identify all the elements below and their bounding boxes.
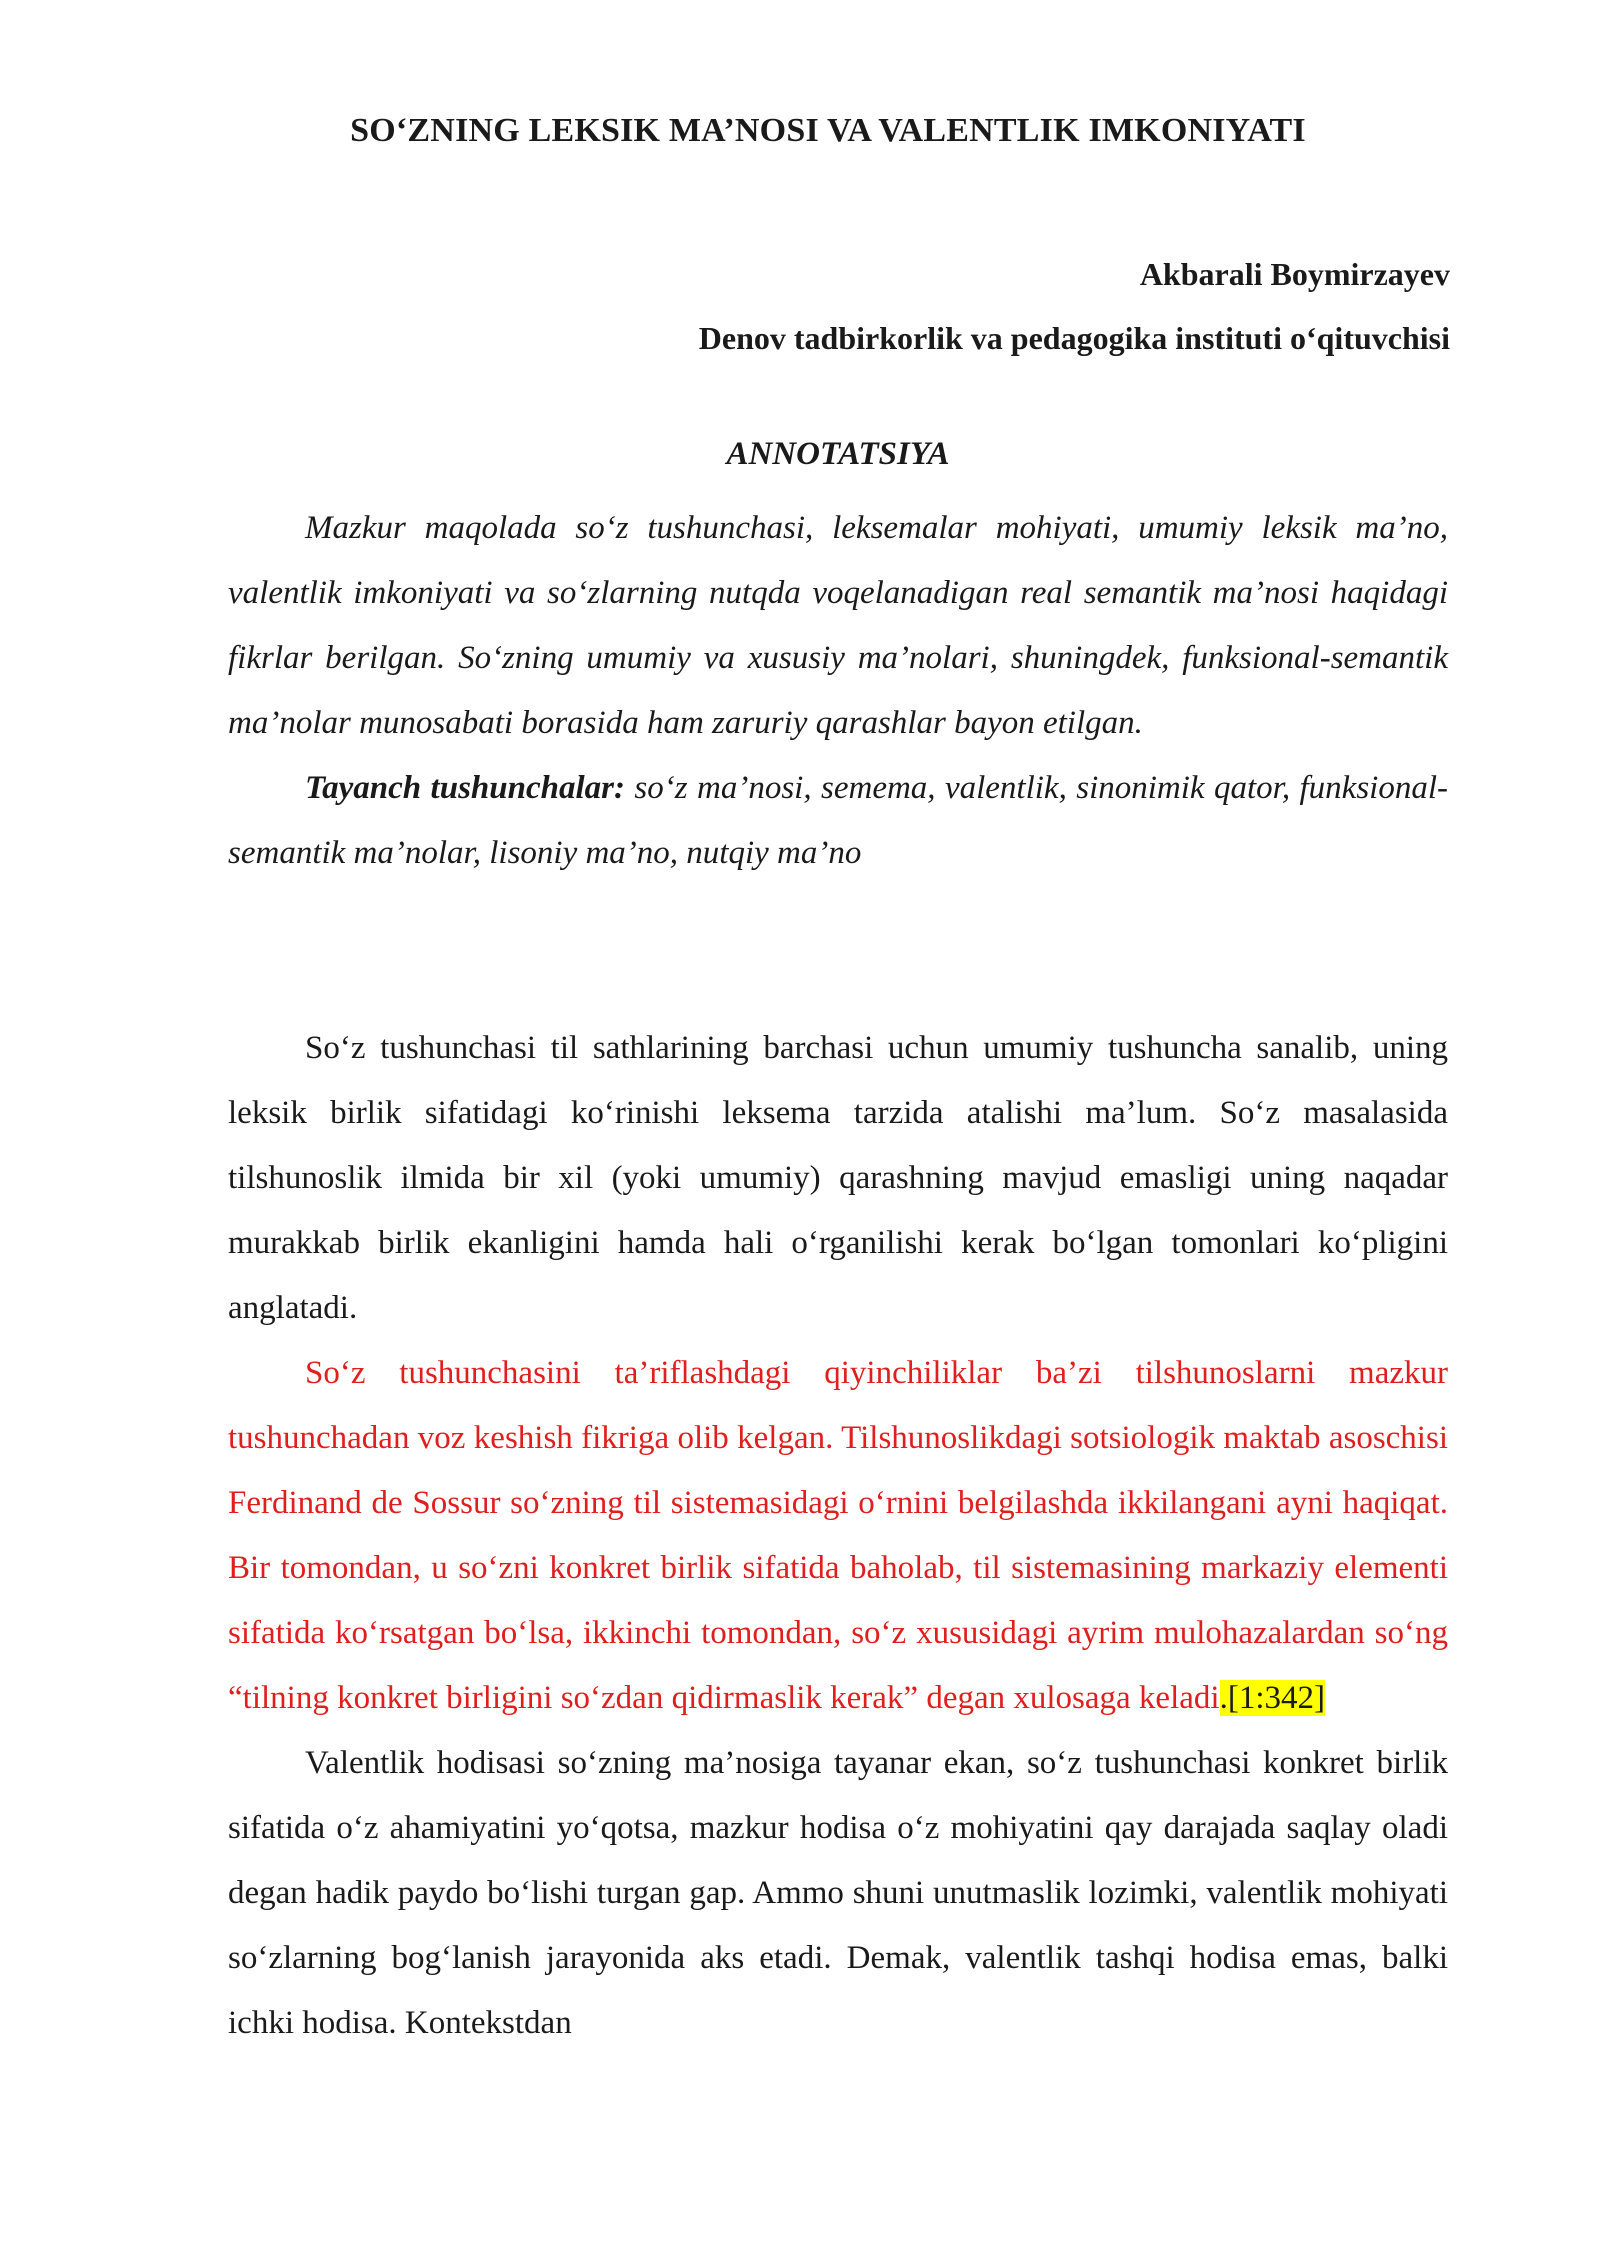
- author-name: Akbarali Boymirzayev: [1139, 256, 1450, 292]
- paragraph-3: Valentlik hodisasi so‘zning ma’nosiga tayanar ekan, so‘z tushunchasi konkret birlik sifatida o‘z ahamiyatini yo‘qotsa, mazkur hodisa o‘z mohiyatini qay darajada saqlay oladi degan hadik paydo bo‘lishi turgan gap. Ammo shuni unutmaslik lozimki, valentlik mohiyati so‘zlarning bog‘lanish jarayonida aks etadi. Demak, valentlik tashqi hodisa emas, balki ichki hodisa. Kontekstdan: [228, 1745, 1448, 2041]
- paper-title: SO‘ZNING LEKSIK MA’NOSI VA VALENTLIK IMKONIYATI: [350, 112, 1306, 149]
- annotation-heading: ANNOTATSIYA: [726, 436, 950, 472]
- paragraph-2-red-text: So‘z tushunchasini ta’riflashdagi qiyinchiliklar ba’zi tilshunoslarni mazkur tushunchadan voz keshish fikriga olib kelgan. Tilshunoslikdagi sotsiologik maktab asoschisi Ferdinand de Sossur so‘zning til sistemasidagi o‘rnini belgilashda ikkilangani ayni haqiqat. Bir tomondan, u so‘zni konkret birlik sifatida baholab, til sistemasining markaziy elementi sifatida ko‘rsatgan bo‘lsa, ikkinchi tomondan, so‘z xususidagi ayrim mulohazalardan so‘ng “tilning konkret birligini so‘zdan qidirmaslik kerak” degan xulosaga keladi: [228, 1355, 1448, 1716]
- keywords-list: so‘z ma’nosi, semema, valentlik, sinonimik qator, funksional-semantik ma’nolar, lisoniy ma’no, nutqiy ma’no: [228, 770, 1448, 871]
- keywords-paragraph: [228, 756, 1448, 886]
- keywords-label: Tayanch tushunchalar:: [305, 770, 625, 806]
- author-block: [350, 242, 1450, 370]
- paragraph-2: [228, 1341, 1448, 1731]
- annotation-text: Mazkur maqolada so‘z tushunchasi, leksemalar mohiyati, umumiy leksik ma’no, valentlik imkoniyati va so‘zlarning nutqda voqelanadigan real semantik ma’nosi haqidagi fikrlar berilgan. So‘zning umumiy va xususiy ma’nolari, shuningdek, funksional-semantik ma’nolar munosabati borasida ham zaruriy qarashlar bayon etilgan.: [228, 510, 1448, 741]
- paragraph-1: So‘z tushunchasi til sathlarining barchasi uchun umumiy tushuncha sanalib, uning leksik birlik sifatidagi ko‘rinishi leksema tarzida atalishi ma’lum. So‘z masalasida tilshunoslik ilmida bir xil (yoki umumiy) qarashning mavjud emasligi uning naqadar murakkab birlik ekanligini hamda hali o‘rganilishi kerak bo‘lgan tomonlari ko‘pligini anglatadi.: [228, 1030, 1448, 1326]
- annotation-block: [228, 496, 1448, 886]
- author-affiliation: Denov tadbirkorlik va pedagogika instituti o‘qituvchisi: [698, 320, 1450, 356]
- citation-highlight: .[1:342]: [1219, 1680, 1325, 1716]
- main-text: [228, 1016, 1448, 2056]
